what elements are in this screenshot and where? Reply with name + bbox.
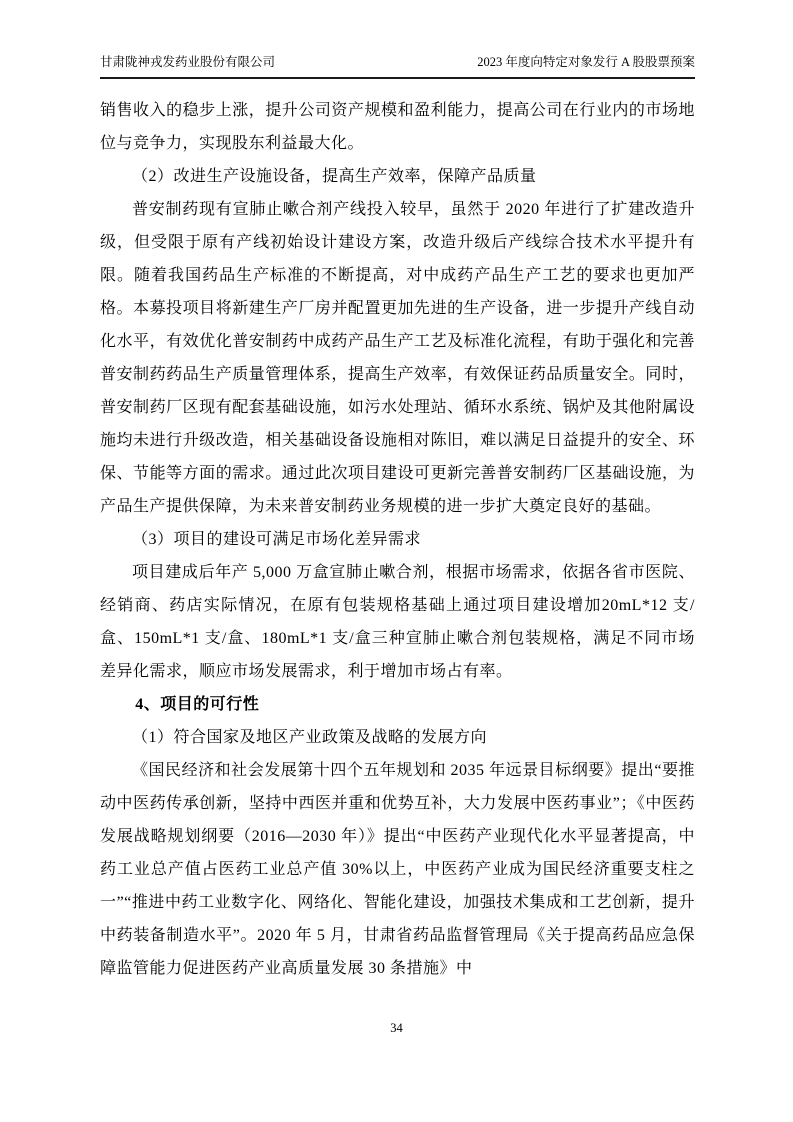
document-title: 2023 年度向特定对象发行 A 股股票预案 — [477, 55, 695, 69]
subheading-improve-production-facilities: （2）改进生产设施设备，提高生产效率，保障产品质量 — [132, 168, 537, 185]
page-footer — [0, 1020, 793, 1036]
paragraph-shareholder-value-continuation: 销售收入的稳步上涨，提升公司资产规模和盈利能力，提高公司在行业内的市场地位与竞争力，实现股东利益最大化。 — [100, 102, 695, 152]
page-number: 34 — [390, 1021, 403, 1035]
subheading-market-differentiation: （3）项目的建设可满足市场化差异需求 — [132, 531, 422, 548]
subheading-policy-alignment: （1）符合国家及地区产业政策及战略的发展方向 — [132, 729, 488, 746]
page-header — [100, 54, 695, 79]
document-body — [100, 94, 695, 985]
paragraph-packaging-specifications: 项目建成后年产 5,000 万盒宣肺止嗽合剂，根据市场需求，依据各省市医院、经销商、药店实际情况，在原有包装规格基础上通过项目建设增加20mL*12 支/盒、150mL*1 支/盒、180mL*1 支/盒三种宣肺止嗽合剂包装规格，满足不同市场差异化需求，顺应市场发展需求，利于增加市场占有率。 — [100, 564, 695, 680]
paragraph-national-policy-support: 《国民经济和社会发展第十四个五年规划和 2035 年远景目标纲要》提出“要推动中医药传承创新，坚持中西医并重和优势互补，大力发展中医药事业”；《中医药发展战略规划纲要（2016—2030 年）》提出“中医药产业现代化水平显著提高，中药工业总产值占医药工业总产值 30%以上，中医药产业成为国民经济重要支柱之一”“推进中药工业数字化、网络化、智能化建设，加强技术集成和工艺创新，提升中药装备制造水平”。2020 年 5 月，甘肃省药品监督管理局《关于提高药品应急保障监管能力促进医药产业高质量发展 30 条措施》中 — [100, 762, 695, 977]
paragraph-production-line-upgrade: 普安制药现有宣肺止嗽合剂产线投入较早，虽然于 2020 年进行了扩建改造升级，但受限于原有产线初始设计建设方案，改造升级后产线综合技术水平提升有限。随着我国药品生产标准的不断提高，对中成药产品生产工艺的要求也更加严格。本募投项目将新建生产厂房并配置更加先进的生产设备，进一步提升产线自动化水平，有效优化普安制药中成药产品生产工艺及标准化流程，有助于强化和完善普安制药药品生产质量管理体系，提高生产效率，有效保证药品质量安全。同时，普安制药厂区现有配套基础设施，如污水处理站、循环水系统、锅炉及其他附属设施均未进行升级改造，相关基础设备设施相对陈旧，难以满足日益提升的安全、环保、节能等方面的需求。通过此次项目建设可更新完善普安制药厂区基础设施，为产品生产提供保障，为未来普安制药业务规模的进一步扩大奠定良好的基础。 — [100, 201, 695, 515]
section-heading-project-feasibility: 4、项目的可行性 — [135, 696, 260, 713]
company-name: 甘肃陇神戎发药业股份有限公司 — [100, 55, 276, 69]
